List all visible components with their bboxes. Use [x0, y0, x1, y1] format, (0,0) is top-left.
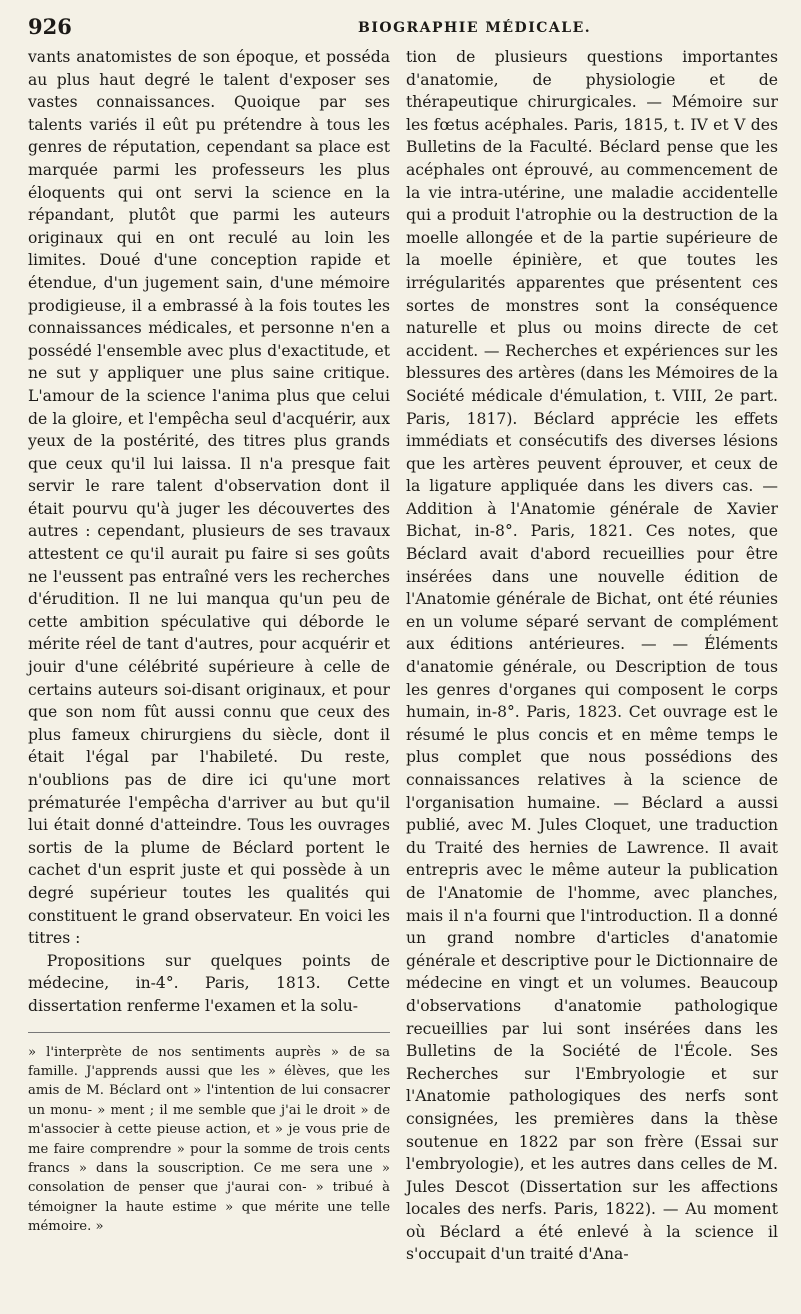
biography-paragraph: vants anatomistes de son époque, et posséda au plus haut degré le talent d'exposer ses vastes connaissances. Quoique par ses talents variés il eût pu prétendre à tous les genres de réputation, cependant sa place est marquée parmi les professeurs les plus éloquents qui ont servi la science en la répandant, plutôt que parmi les auteurs originaux qui en ont reculé au loin les limites. Doué d'une conception rapide et étendue, d'un jugement sain, d'une mémoire prodigieuse, il a embrassé à la fois toutes les connaissances médicales, et personne n'en a possédé l'ensemble avec plus d'exactitude, et ne sut y appliquer une plus saine critique. L'amour de la science l'anima plus que celui de la gloire, et l'empêcha seul d'acquérir, aux yeux de la postérité, des titres plus grands que ceux qu'il lui laissa. Il n'a presque fait servir le rare talent d'observation dont il était pourvu qu'à juger les découvertes des autres : cependant, plusieurs de ses travaux attestent ce qu'il aurait pu faire si ses goûts ne l'eussent pas entraîné vers les recherches d'érudition. Il ne lui manqua qu'un peu de cette ambition spéculative qui déborde le mérite réel de tant d'autres, pour acquérir et jouir d'une célébrité supérieure à celle de certains auteurs soi-disant originaux, et pour que son nom fût aussi connu que ceux des plus fameux chirurgiens du siècle, dont il était l'égal par l'habileté. Du reste, n'oublions pas de dire ici qu'une mort prématurée l'empêcha d'arriver au but qu'il lui était donné d'atteindre. Tous les ouvrages sortis de la plume de Béclard portent le cachet d'un esprit juste et qui possède à un degré supérieur toutes les qualités qui constituent le grand observateur. En voici les titres :: [28, 48, 390, 948]
right-column: [406, 46, 778, 1266]
footnote-quote: [28, 1032, 390, 1237]
page-header: [28, 14, 781, 42]
running-title: BIOGRAPHIE MÉDICALE.: [358, 20, 592, 36]
page-number: 926: [28, 14, 72, 39]
works-list-start: Propositions sur quelques points de médecine, in-4°. Paris, 1813. Cette dissertation renferme l'examen et la solu-: [28, 951, 390, 1015]
works-list-continued: tion de plusieurs questions importantes d'anatomie, de physiologie et de thérapeutique chirurgicales. — Mémoire sur les fœtus acéphales. Paris, 1815, t. IV et V des Bulletins de la Faculté. Béclard pense que les acéphales ont éprouvé, au commencement de la vie intra-utérine, une maladie accidentelle qui a produit l'atrophie ou la destruction de la moelle allongée et de la partie supérieure de la moelle épinière, et que toutes les irrégularités apparentes que présentent ces sortes de monstres sont la conséquence naturelle et plus ou moins directe de cet accident. — Recherches et expériences sur les blessures des artères (dans les Mémoires de la Société médicale d'émulation, t. VIII, 2e part. Paris, 1817). Béclard apprécie les effets immédiats et consécutifs des diverses lésions que les artères peuvent éprouver, et ceux de la ligature appliquée dans les divers cas. — Addition à l'Anatomie générale de Xavier Bichat, in-8°. Paris, 1821. Ces notes, que Béclard avait d'abord recueillies pour être insérées dans une nouvelle édition de l'Anatomie générale de Bichat, ont été réunies en un volume séparé servant de complément aux éditions antérieures. — — Éléments d'anatomie générale, ou Description de tous les genres d'organes qui composent le corps humain, in-8°. Paris, 1823. Cet ouvrage est le résumé le plus concis et en même temps le plus complet que nous possédions des connaissances relatives à la science de l'organisation humaine. — Béclard a aussi publié, avec M. Jules Cloquet, une traduction du Traité des hernies de Lawrence. Il avait entrepris avec le même auteur la publication de l'Anatomie de l'homme, avec planches, mais il n'a fourni que l'introduction. Il a donné un grand nombre d'articles d'anatomie générale et descriptive pour le Dictionnaire de médecine en vingt et un volumes. Beaucoup d'observations d'anatomie pathologique recueillies par lui sont insérées dans les Bulletins de la Société de l'École. Ses Recherches sur l'Embryologie et sur l'Anatomie pathologiques des nerfs sont consignées, les premières dans la thèse soutenue en 1822 par son frère (Essai sur l'embryologie), et les autres dans celles de M. Jules Descot (Dissertation sur les affections locales des nerfs. Paris, 1822). — Au moment où Béclard a été enlevé à la science il s'occupait d'un traité d'Ana-: [406, 48, 778, 1264]
left-column: [28, 46, 390, 1237]
footnote-quote-text: » l'interprète de nos sentiments auprès » de sa famille. J'apprends aussi que les » élèves, que les amis de M. Béclard ont » l'intention de lui consacrer un monu- » ment ; il me semble que j'ai le droit » de m'associer à cette pieuse action, et » je vous prie de me faire comprendre » pour la somme de trois cents francs » dans la souscription. Ce me sera une » consolation de penser que j'aurai con- » tribué à témoigner la haute estime » que mérite une telle mémoire. »: [28, 1044, 390, 1235]
